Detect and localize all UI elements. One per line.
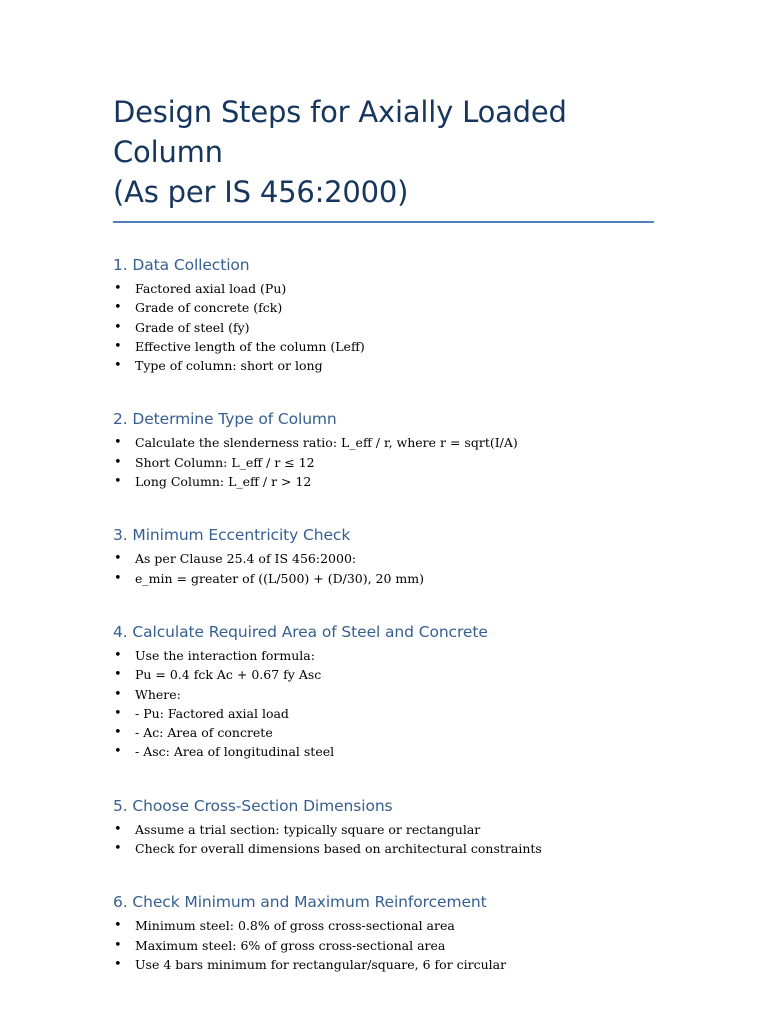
- list-item-text: Type of column: short or long: [135, 358, 323, 374]
- bullet-icon: •: [114, 300, 122, 316]
- bullet-icon: •: [114, 705, 122, 721]
- bullet-list: [113, 433, 656, 491]
- section-heading: 1. Data Collection: [113, 256, 250, 274]
- bullet-icon: •: [114, 435, 122, 451]
- list-item-text: Short Column: L_eff / r ≤ 12: [135, 454, 315, 470]
- bullet-list: [113, 646, 656, 762]
- section-heading: 5. Choose Cross-Section Dimensions: [113, 796, 393, 815]
- list-item: [113, 704, 656, 723]
- list-item: [113, 820, 656, 839]
- list-item-text: e_min = greater of ((L/500) + (D/30), 20 mm): [135, 570, 425, 586]
- section-heading: 4. Calculate Required Area of Steel and Concrete: [113, 622, 488, 641]
- list-item: [113, 916, 656, 935]
- list-item-text: Pu = 0.4 fck Ac + 0.67 fy Asc: [135, 667, 322, 683]
- section-4: [113, 622, 656, 762]
- bullet-list: [113, 279, 656, 375]
- list-item: [113, 646, 656, 665]
- list-item: [113, 685, 656, 704]
- bullet-icon: •: [114, 686, 122, 702]
- list-item-text: Use the interaction formula:: [135, 647, 315, 663]
- bullet-icon: •: [114, 667, 122, 683]
- list-item-text: Use 4 bars minimum for rectangular/square, 6 for circular: [135, 956, 507, 972]
- bullet-icon: •: [114, 338, 122, 354]
- list-item: [113, 549, 656, 568]
- section-heading: 6. Check Minimum and Maximum Reinforcement: [113, 893, 487, 912]
- section-6: [113, 892, 656, 974]
- bullet-list: [113, 549, 656, 588]
- list-item-text: Grade of steel (fy): [135, 319, 250, 335]
- list-item-text: Long Column: L_eff / r > 12: [135, 474, 312, 490]
- list-item: [113, 433, 656, 452]
- bullet-icon: •: [114, 647, 122, 663]
- list-item: [113, 569, 656, 588]
- list-item: [113, 356, 656, 375]
- list-item-text: Factored axial load (Pu): [135, 281, 287, 296]
- bullet-icon: •: [114, 821, 122, 837]
- document-title: [113, 92, 656, 212]
- list-item-text: Minimum steel: 0.8% of gross cross-sectional area: [135, 918, 455, 934]
- bullet-list: [113, 916, 656, 974]
- list-item-text: Check for overall dimensions based on architectural constraints: [135, 841, 542, 857]
- section-heading: 2. Determine Type of Column: [113, 410, 337, 429]
- section-3: [113, 525, 656, 588]
- list-item: [113, 665, 656, 684]
- bullet-icon: •: [114, 725, 122, 741]
- list-item-text: Grade of concrete (fck): [135, 300, 283, 316]
- bullet-icon: •: [114, 474, 122, 490]
- list-item-text: Calculate the slenderness ratio: L_eff / r, where r = sqrt(I/A): [135, 435, 518, 451]
- section-1: [113, 255, 656, 375]
- list-item: [113, 742, 656, 761]
- list-item-text: - Pu: Factored axial load: [135, 705, 289, 721]
- bullet-icon: •: [114, 319, 122, 335]
- section-2: [113, 409, 656, 491]
- list-item: [113, 955, 656, 974]
- list-item: [113, 279, 656, 298]
- bullet-icon: •: [114, 841, 122, 857]
- bullet-icon: •: [114, 918, 122, 934]
- list-item: [113, 723, 656, 742]
- bullet-list: [113, 820, 656, 859]
- list-item-text: - Ac: Area of concrete: [135, 725, 273, 741]
- bullet-icon: •: [114, 570, 122, 586]
- list-item-text: - Asc: Area of longitudinal steel: [135, 744, 335, 760]
- document-title-line-1: Design Steps for Axially Loaded Column: [113, 95, 567, 169]
- title-underline-divider: [113, 221, 654, 223]
- bullet-icon: •: [114, 454, 122, 470]
- bullet-icon: •: [114, 744, 122, 760]
- list-item: [113, 318, 656, 337]
- section-heading: 3. Minimum Eccentricity Check: [113, 526, 351, 545]
- list-item-text: Where:: [135, 686, 181, 702]
- list-item-text: Assume a trial section: typically square or rectangular: [135, 821, 481, 837]
- list-item: [113, 337, 656, 356]
- list-item: [113, 936, 656, 955]
- list-item-text: As per Clause 25.4 of IS 456:2000:: [135, 551, 357, 567]
- list-item-text: Maximum steel: 6% of gross cross-sectional area: [135, 937, 446, 953]
- list-item: [113, 298, 656, 317]
- bullet-icon: •: [114, 358, 122, 374]
- bullet-icon: •: [114, 551, 122, 567]
- list-item: [113, 453, 656, 472]
- bullet-icon: •: [114, 956, 122, 972]
- sections-container: [113, 255, 656, 974]
- section-5: [113, 796, 656, 859]
- bullet-icon: •: [114, 281, 122, 296]
- list-item: [113, 472, 656, 491]
- document-title-line-2: (As per IS 456:2000): [113, 175, 409, 209]
- bullet-icon: •: [114, 937, 122, 953]
- list-item: [113, 839, 656, 858]
- list-item-text: Effective length of the column (Leff): [135, 338, 365, 354]
